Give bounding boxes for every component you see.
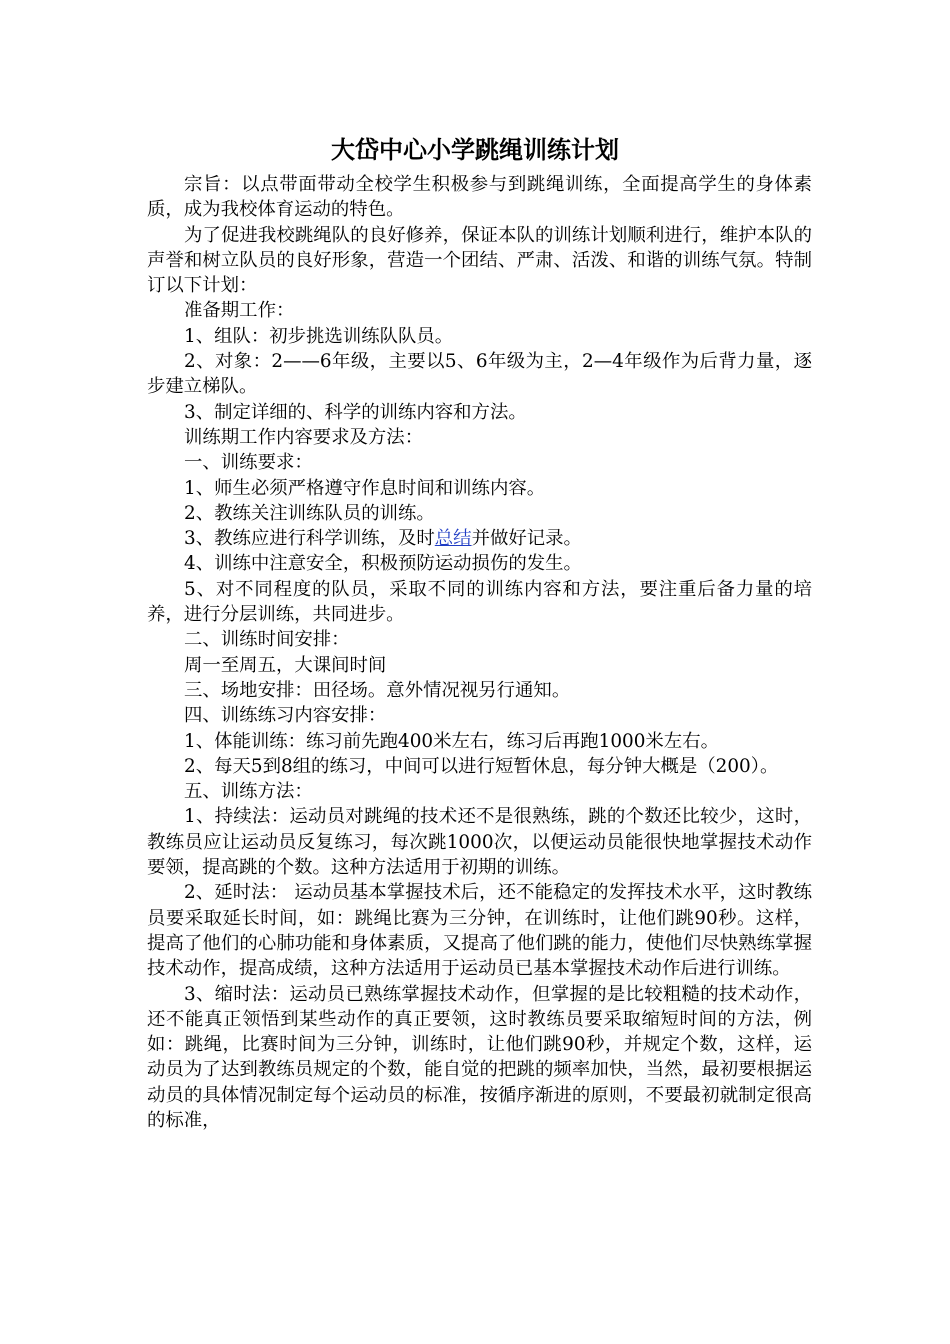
paragraph: 准备期工作： bbox=[184, 300, 295, 322]
paragraph: 1、持续法：运动员对跳绳的技术还不是很熟练，跳的个数还比较少，这时，教练员应让运动员反复练习，每次跳1000次，以便运动员能很快地掌握技术动作要领，提高跳的个数。这种方法适用于初期的训练。 bbox=[147, 806, 812, 879]
paragraph: 1、体能训练：练习前先跑400米左右，练习后再跑1000米左右。 bbox=[184, 730, 719, 752]
paragraph: 2、教练关注训练队员的训练。 bbox=[184, 502, 435, 524]
paragraph: 3、制定详细的、科学的训练内容和方法。 bbox=[184, 401, 527, 423]
paragraph: 4、训练中注意安全，积极预防运动损伤的发生。 bbox=[184, 553, 582, 575]
paragraph: 训练期工作内容要求及方法： bbox=[184, 426, 424, 448]
paragraph: 2、每天5到8组的练习，中间可以进行短暂休息，每分钟大概是（200）。 bbox=[184, 755, 779, 777]
paragraph bbox=[147, 526, 812, 551]
paragraph: 五、训练方法： bbox=[184, 781, 313, 803]
paragraph: 二、训练时间安排： bbox=[184, 629, 350, 651]
paragraph-text: 并做好记录。 bbox=[471, 528, 582, 550]
document-title: 大岱中心小学跳绳训练计划 bbox=[331, 136, 619, 164]
paragraph: 三、场地安排：田径场。意外情况视另行通知。 bbox=[184, 679, 571, 701]
paragraph: 一、训练要求： bbox=[184, 452, 313, 474]
summary-link[interactable]: 总结 bbox=[434, 528, 472, 550]
document-body bbox=[147, 172, 812, 1133]
paragraph: 为了促进我校跳绳队的良好修养，保证本队的训练计划顺利进行，维护本队的声誉和树立队员的良好形象，营造一个团结、严肃、活泼、和谐的训练气氛。特制订以下计划： bbox=[147, 224, 812, 297]
paragraph: 宗旨：以点带面带动全校学生积极参与到跳绳训练，全面提高学生的身体素质，成为我校体育运动的特色。 bbox=[147, 174, 812, 221]
paragraph: 1、师生必须严格遵守作息时间和训练内容。 bbox=[184, 477, 546, 499]
paragraph: 3、缩时法：运动员已熟练掌握技术动作，但掌握的是比较粗糙的技术动作，还不能真正领悟到某些动作的真正要领，这时教练员要采取缩短时间的方法，例如：跳绳，比赛时间为三分钟，训练时，让他们跳90秒，并规定个数，这样，运动员为了达到教练员规定的个数，能自觉的把跳的频率加快，当然，最初要根据运动员的具体情况制定每个运动员的标准，按循序渐进的原则，不要最初就制定很高的标准， bbox=[147, 983, 812, 1131]
paragraph: 1、组队：初步挑选训练队队员。 bbox=[184, 325, 454, 347]
paragraph: 四、训练练习内容安排： bbox=[184, 705, 387, 727]
paragraph: 2、对象：2——6年级，主要以5、6年级为主，2—4年级作为后背力量，逐步建立梯队。 bbox=[147, 351, 812, 398]
paragraph: 5、对不同程度的队员，采取不同的训练内容和方法，要注重后备力量的培养，进行分层训练，共同进步。 bbox=[147, 578, 812, 626]
paragraph-text: 3、教练应进行科学训练，及时 bbox=[184, 528, 435, 550]
paragraph: 2、延时法： 运动员基本掌握技术后，还不能稳定的发挥技术水平，这时教练员要采取延长时间，如：跳绳比赛为三分钟，在训练时，让他们跳90秒。这样，提高了他们的心肺功能和身体素质，又提高了他们跳的能力，使他们尽快熟练掌握技术动作，提高成绩，这种方法适用于运动员已基本掌握技术动作后进行训练。 bbox=[147, 882, 812, 980]
paragraph: 周一至周五，大课间时间 bbox=[184, 654, 387, 676]
